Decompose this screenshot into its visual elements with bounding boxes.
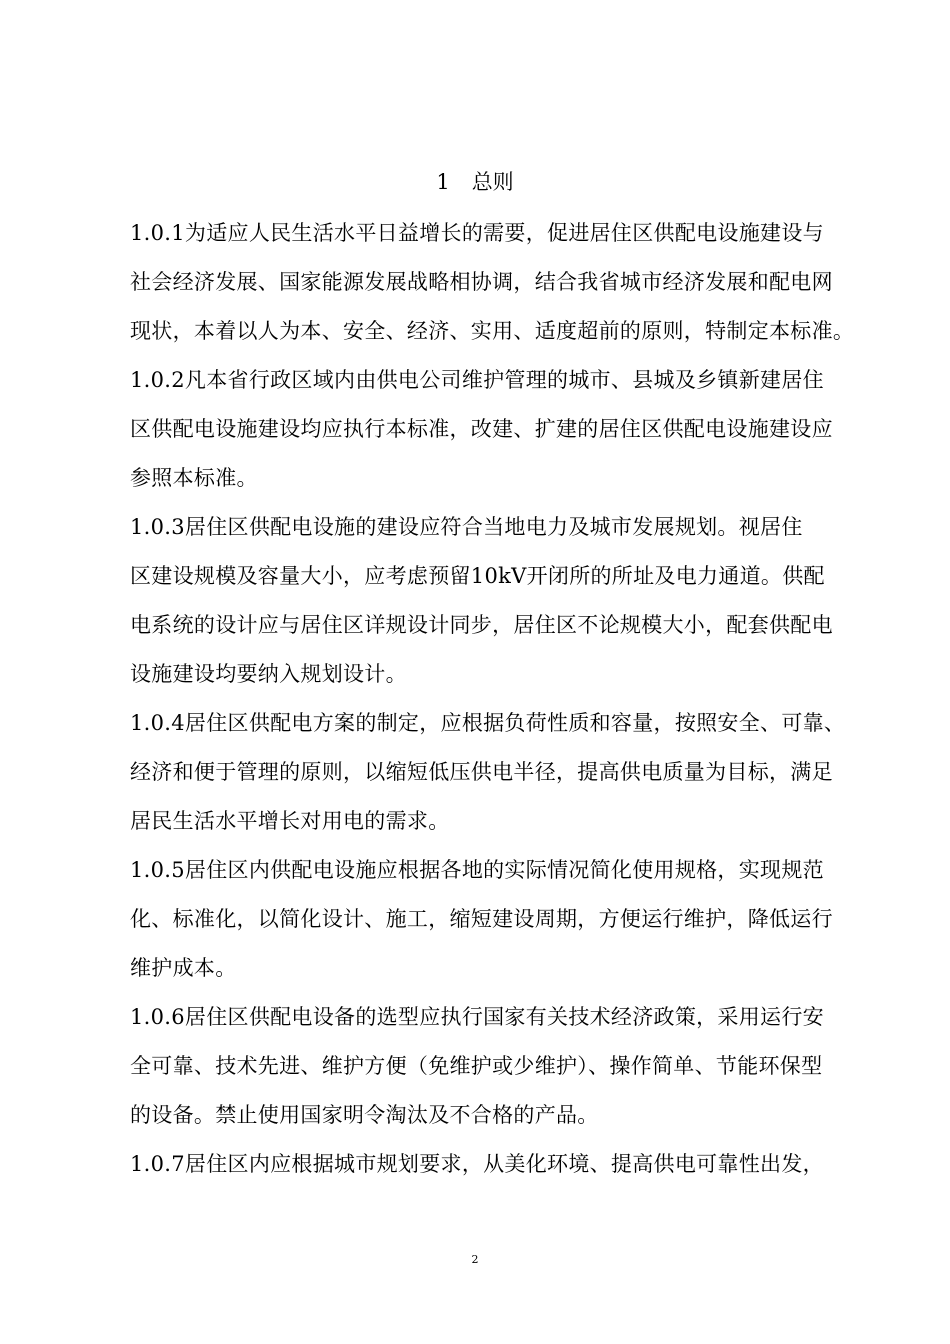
text-line: 1.0.4居住区供配电方案的制定，应根据负荷性质和容量，按照安全、可靠、 — [130, 711, 846, 735]
text-line: 现状，本着以人为本、安全、经济、实用、适度超前的原则，特制定本标准。 — [130, 319, 855, 343]
text-line: 区建设规模及容量大小，应考虑预留10kV开闭所的所址及电力通道。供配 — [130, 564, 825, 588]
text-line: 1.0.3居住区供配电设施的建设应符合当地电力及城市发展规划。视居住 — [130, 515, 803, 539]
text-line: 设施建设均要纳入规划设计。 — [130, 662, 407, 686]
text-line: 1.0.7居住区内应根据城市规划要求，从美化环境、提高供电可靠性出发， — [130, 1152, 824, 1176]
text-line: 1.0.1为适应人民生活水平日益增长的需要，促进居住区供配电设施建设与 — [130, 221, 824, 245]
text-line: 经济和便于管理的原则，以缩短低压供电半径，提高供电质量为目标，满足 — [130, 760, 833, 784]
text-line: 全可靠、技术先进、维护方便（免维护或少维护）、操作简单、节能环保型 — [130, 1054, 823, 1078]
section-title: 总则 — [471, 170, 514, 194]
text-line: 社会经济发展、国家能源发展战略相协调，结合我省城市经济发展和配电网 — [130, 270, 833, 294]
text-line: 的设备。禁止使用国家明令淘汰及不合格的产品。 — [130, 1103, 599, 1127]
text-line: 区供配电设施建设均应执行本标准，改建、扩建的居住区供配电设施建设应 — [130, 417, 833, 441]
text-line: 化、标准化，以简化设计、施工，缩短建设周期，方便运行维护，降低运行 — [130, 907, 833, 931]
text-line: 居民生活水平增长对用电的需求。 — [130, 809, 450, 833]
text-line: 参照本标准。 — [130, 466, 258, 490]
text-line: 维护成本。 — [130, 956, 237, 980]
text-line: 1.0.5居住区内供配电设施应根据各地的实际情况简化使用规格，实现规范 — [130, 858, 824, 882]
text-line: 电系统的设计应与居住区详规设计同步，居住区不论规模大小，配套供配电 — [130, 613, 833, 637]
text-line: 1.0.2凡本省行政区域内由供电公司维护管理的城市、县城及乡镇新建居住 — [130, 368, 824, 392]
body-text — [130, 215, 890, 1195]
text-line: 1.0.6居住区供配电设备的选型应执行国家有关技术经济政策，采用运行安 — [130, 1005, 824, 1029]
section-heading — [0, 166, 950, 198]
page-number: 2 — [471, 1253, 479, 1266]
section-number: 1 — [436, 170, 450, 194]
